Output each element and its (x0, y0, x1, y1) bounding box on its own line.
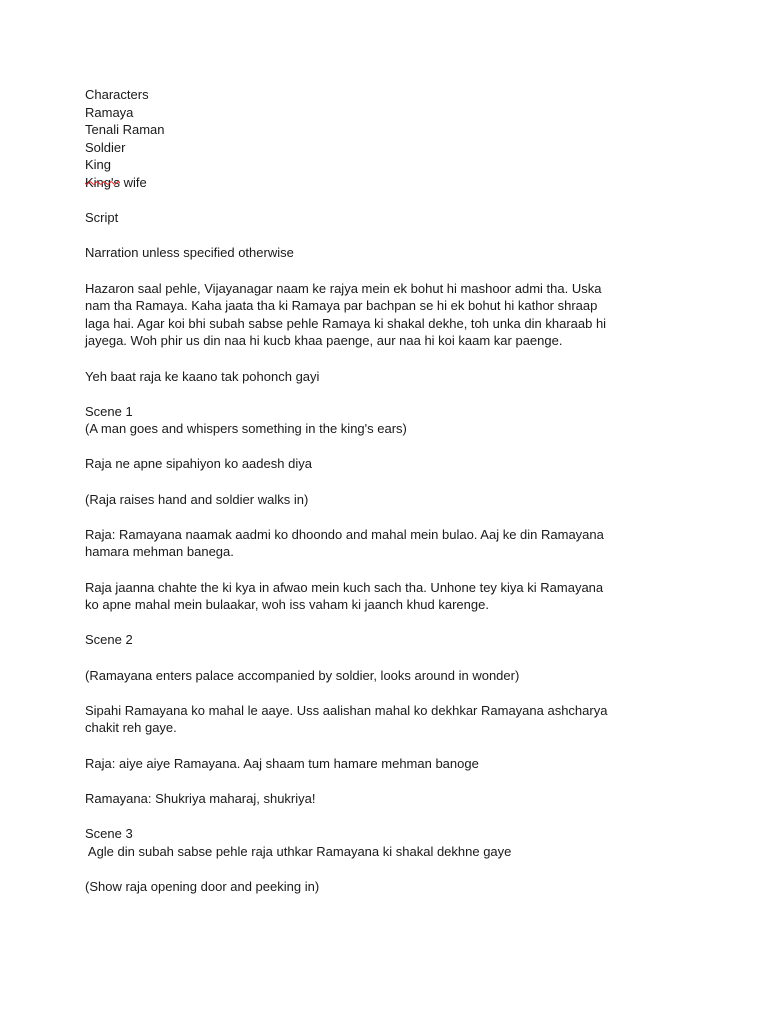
scene-2-title: Scene 2 (85, 632, 133, 648)
intro-line-4: jayega. Woh phir us din naa hi kucb khaa paenge, aur naa hi koi kaam kar paenge. (85, 333, 563, 349)
scene-2-ramayana-line: Ramayana: Shukriya maharaj, shukriya! (85, 790, 316, 806)
scene-1-stage-direction: (A man goes and whispers something in the king's ears) (85, 421, 407, 437)
scene-1-narration-2-line-2: ko apne mahal mein bulaakar, woh iss vaham ki jaanch khud karenge. (85, 597, 489, 613)
intro-line-3: laga hai. Agar koi bhi subah sabse pehle Ramaya ki shakal dekhe, toh unka din kharaab hi (85, 315, 607, 331)
scene-1-raja-line-1: Raja: Ramayana naamak aadmi ko dhoondo and mahal mein bulao. Aaj ke din Ramayana (85, 526, 604, 542)
scene-3-narration: Agle din subah sabse pehle raja uthkar Ramayana ki shakal dekhne gaye (85, 843, 512, 859)
character-kings-wife (85, 174, 645, 192)
character-kings-wife-rest: wife (120, 174, 147, 190)
character-king: King (85, 157, 112, 173)
scene-3-stage-direction: (Show raja opening door and peeking in) (85, 878, 320, 894)
character-tenali-raman: Tenali Raman (85, 122, 165, 138)
scene-2-stage-direction: (Ramayana enters palace accompanied by soldier, looks around in wonder) (85, 667, 520, 683)
document-page (85, 86, 645, 895)
scene-2-narration-line-2: chakit reh gaye. (85, 720, 177, 736)
scene-3-title: Scene 3 (85, 825, 133, 841)
narration-yeh-baat: Yeh baat raja ke kaano tak pohonch gayi (85, 368, 320, 384)
scene-1-stage-direction-2: (Raja raises hand and soldier walks in) (85, 491, 309, 507)
struck-text: King's (85, 174, 121, 190)
scene-2-raja-line: Raja: aiye aiye Ramayana. Aaj shaam tum hamare mehman banoge (85, 755, 479, 771)
characters-heading: Characters (85, 87, 149, 102)
scene-1-title: Scene 1 (85, 403, 133, 419)
character-soldier: Soldier (85, 139, 126, 155)
character-ramaya: Ramaya (85, 104, 134, 120)
narration-note: Narration unless specified otherwise (85, 245, 294, 261)
intro-line-1: Hazaron saal pehle, Vijayanagar naam ke rajya mein ek bohut hi mashoor admi tha. Uska (85, 280, 602, 296)
intro-line-2: nam tha Ramaya. Kaha jaata tha ki Ramaya par bachpan se hi ek bohut hi kathor shraap (85, 298, 598, 314)
scene-1-narration-2-line-1: Raja jaanna chahte the ki kya in afwao mein kuch sach tha. Unhone tey kiya ki Ramayana (85, 579, 604, 595)
scene-2-narration-line-1: Sipahi Ramayana ko mahal le aaye. Uss aalishan mahal ko dekhkar Ramayana ashcharya (85, 702, 608, 718)
scene-1-raja-line-2: hamara mehman banega. (85, 544, 234, 560)
scene-1-narration: Raja ne apne sipahiyon ko aadesh diya (85, 456, 312, 472)
script-heading: Script (85, 210, 119, 226)
